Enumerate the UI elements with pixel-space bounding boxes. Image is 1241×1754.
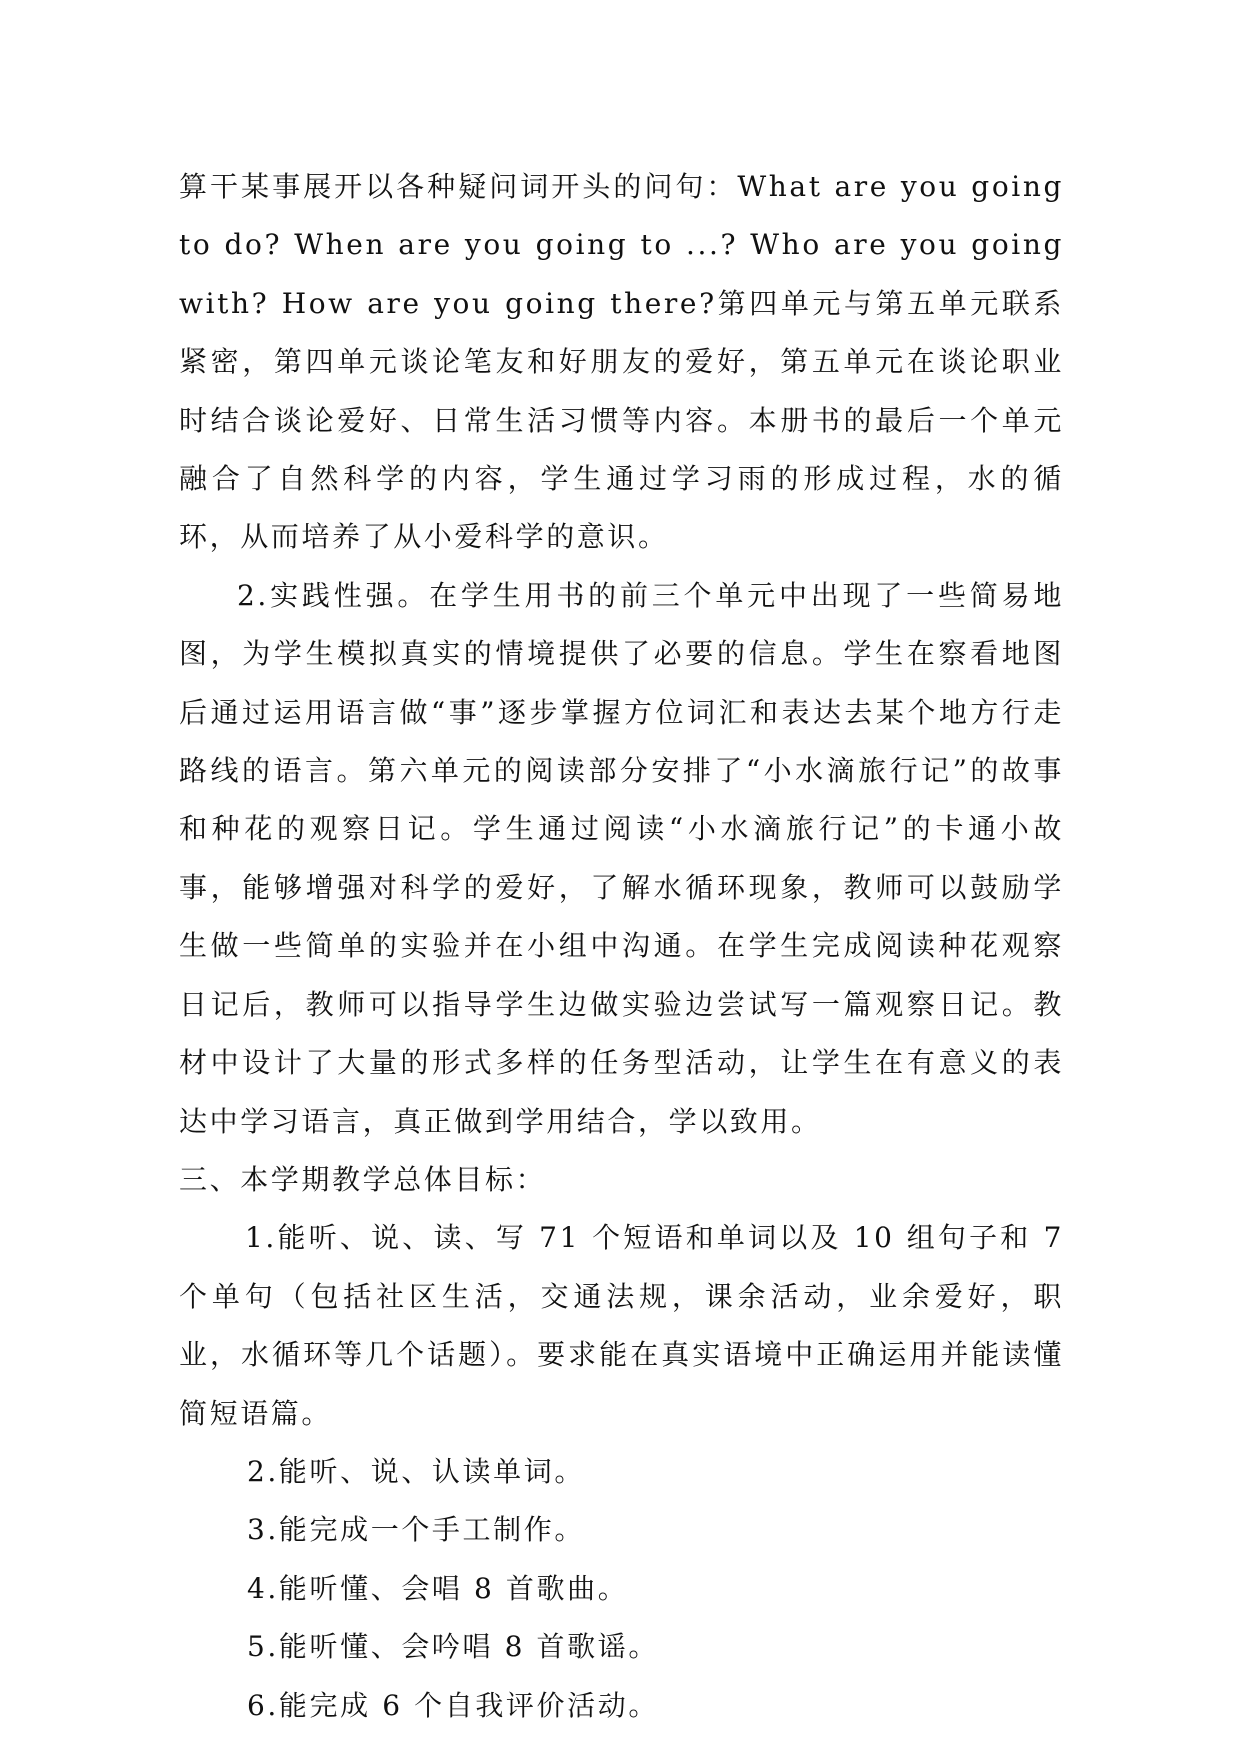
goal-item-3: 3.能完成一个手工制作。 (247, 1513, 585, 1547)
section-heading: 三、本学期教学总体目标： (179, 1162, 547, 1196)
paragraph-unit-connections: 算干某事展开以各种疑问词开头的问句：What are you going to do? When are you going to ...? Who are you going with? How are you going there?第四单元与第五单元联系紧密，第四单元谈论笔友和好朋友的爱好，第五单元在谈论职业时结合谈论爱好、日常生活习惯等内容。本册书的最后一个单元融合了自然科学的内容，学生通过学习雨的形成过程，水的循环，从而培养了从小爱科学的意识。 (179, 170, 1064, 554)
paragraph-practicality: 2.实践性强。在学生用书的前三个单元中出现了一些简易地图，为学生模拟真实的情境提供了必要的信息。学生在察看地图后通过运用语言做“事”逐步掌握方位词汇和表达去某个地方行走路线的语言。第六单元的阅读部分安排了“小水滴旅行记”的故事和种花的观察日记。学生通过阅读“小水滴旅行记”的卡通小故事，能够增强对科学的爱好，了解水循环现象，教师可以鼓励学生做一些简单的实验并在小组中沟通。在学生完成阅读种花观察日记后，教师可以指导学生边做实验边尝试写一篇观察日记。教材中设计了大量的形式多样的任务型活动，让学生在有意义的表达中学习语言，真正做到学用结合，学以致用。 (179, 578, 1064, 1138)
goal-item-4: 4.能听懂、会唱 8 首歌曲。 (247, 1571, 629, 1605)
goal-item-1: 1.能听、说、读、写 71 个短语和单词以及 10 组句子和 7 个单句（包括社区生活，交通法规，课余活动，业余爱好，职业，水循环等几个话题）。要求能在真实语境中正确运用并能读懂简短语篇。 (179, 1221, 1064, 1430)
goal-item-2: 2.能听、说、认读单词。 (247, 1454, 585, 1488)
goal-item-6: 6.能完成 6 个自我评价活动。 (247, 1688, 659, 1722)
goal-item-5: 5.能听懂、会吟唱 8 首歌谣。 (247, 1630, 659, 1664)
document-body (179, 158, 1064, 1735)
